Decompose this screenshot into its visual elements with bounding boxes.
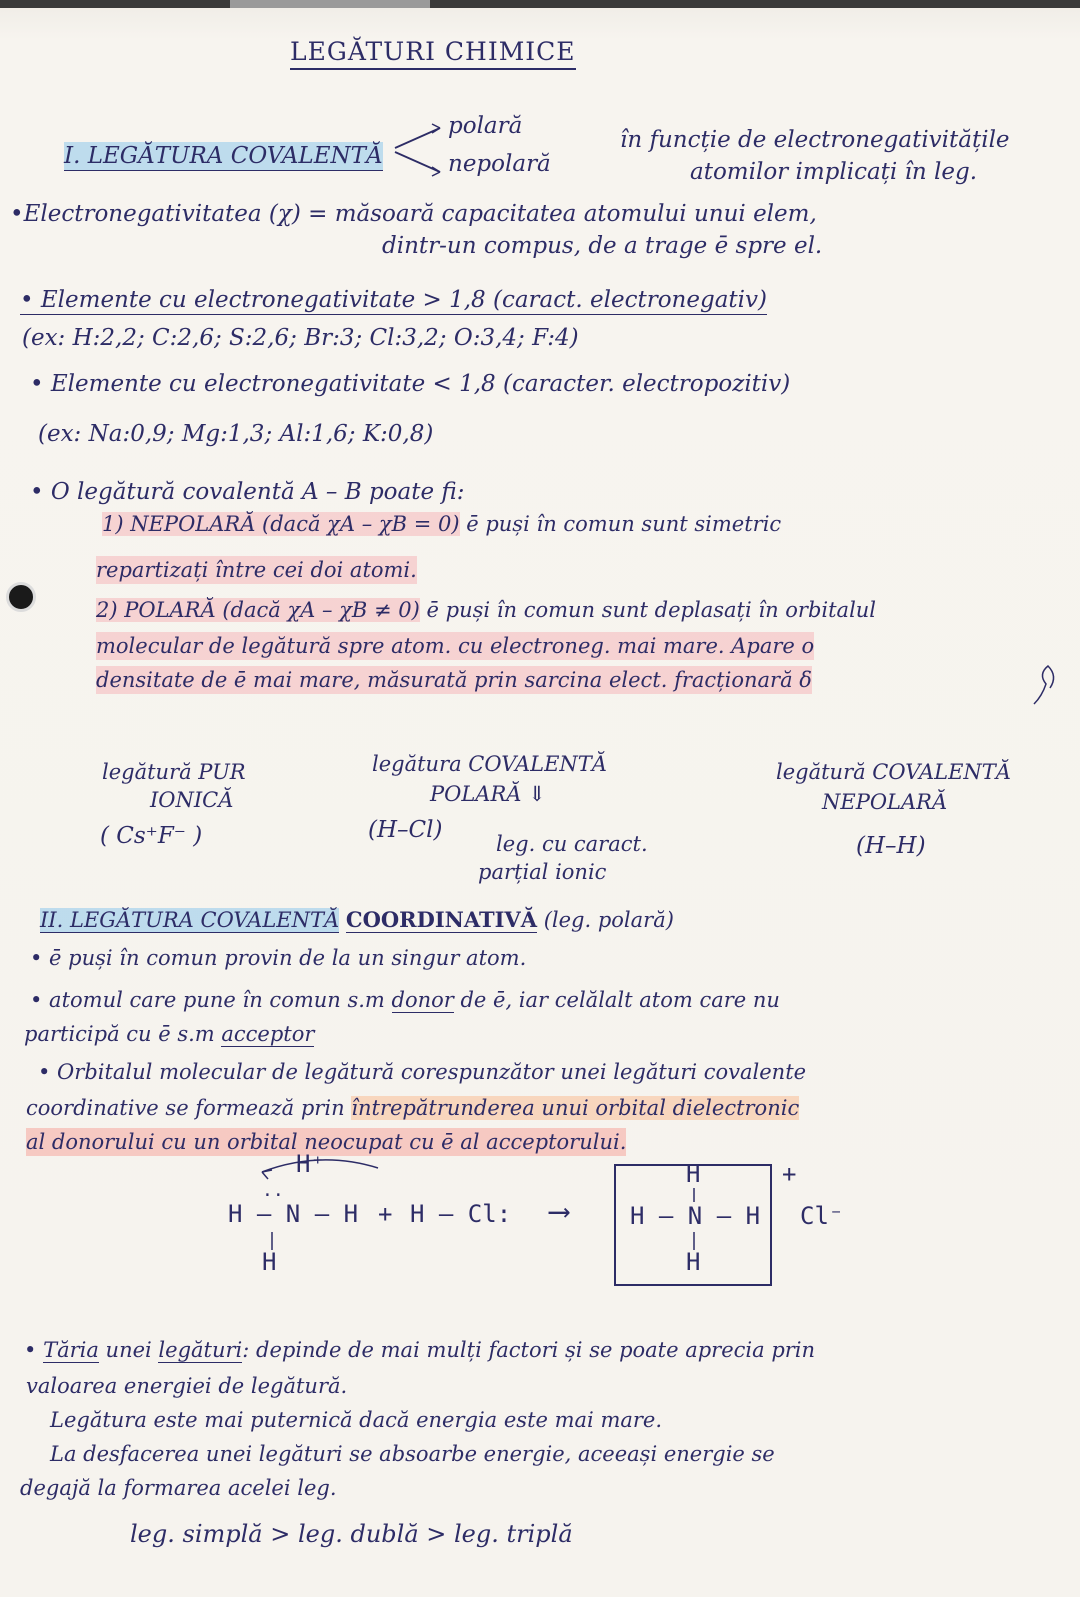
nh4-top-h: H xyxy=(686,1160,701,1188)
polar-case xyxy=(96,596,876,624)
coord-line-1: • ē puși în comun provin de la un singur atom. xyxy=(30,946,527,970)
chloride-ion: Cl⁻ xyxy=(800,1202,844,1230)
nonpolar-condition: 1) NEPOLARĂ (dacă χA – χB = 0) xyxy=(102,512,460,536)
orbital-line-2a: coordinative se formează prin xyxy=(26,1096,352,1120)
ionic-example: ( Cs⁺F⁻ ) xyxy=(100,823,203,849)
coord-line-2c: de ē, iar celălalt atom care nu xyxy=(453,988,780,1012)
energy-line-5: degajă la formarea acelei leg. xyxy=(20,1476,337,1500)
nonpolar-description: ē puși în comun sunt simetric xyxy=(459,512,782,536)
polar-description: ē puși în comun sunt deplasați în orbitalul xyxy=(419,598,877,622)
reaction-nh3: H – N – H xyxy=(228,1200,359,1228)
orbital-line-3: al donorului cu un orbital neocupat cu ē al acceptorului. xyxy=(26,1130,627,1154)
section-2-heading xyxy=(40,906,674,934)
strength-term: Tăria xyxy=(43,1338,99,1362)
complex-bracket-right xyxy=(760,1164,772,1286)
orbital-line-2 xyxy=(26,1094,799,1122)
ionic-label-2: IONICĂ xyxy=(150,788,234,812)
elements-low-examples: (ex: Na:0,9; Mg:1,3; Al:1,6; K:0,8) xyxy=(38,421,434,447)
polar-description-2: molecular de legătură spre atom. cu electroneg. mai mare. Apare o xyxy=(96,634,815,658)
polar-type-note-1: leg. cu caract. xyxy=(496,832,648,856)
nh4-bottom-h: H xyxy=(686,1248,701,1276)
ionic-label-1: legătură PUR xyxy=(102,760,246,784)
section-1-heading: I. LEGĂTURA COVALENTĂ xyxy=(64,143,383,169)
function-note-2: atomilor implicați în leg. xyxy=(690,159,978,185)
electronegativity-def-1: •Electronegativitatea (χ) = măsoară capacitatea atomului unui elem, xyxy=(10,201,817,227)
polar-description-3: densitate de ē mai mare, măsurată prin sarcina elect. fracționară δ xyxy=(96,668,812,692)
reaction-arrow: ⟶ xyxy=(550,1194,569,1229)
nh4-middle: H – N – H xyxy=(630,1202,761,1230)
nonpolar-type-label-1: legătură COVALENTĂ xyxy=(776,760,1011,784)
energy-line-2: valoarea energiei de legătură. xyxy=(26,1374,348,1398)
reaction-nh3-h: H xyxy=(262,1248,277,1276)
bond-term: legături xyxy=(158,1338,243,1362)
reaction-plus: + xyxy=(378,1200,393,1228)
function-note-1: în funcție de electronegativitățile xyxy=(620,127,1010,153)
orbital-overlap-term: întrepătrunderea unui orbital dielectronic xyxy=(351,1096,800,1120)
coord-line-2 xyxy=(30,986,780,1014)
punch-hole xyxy=(6,582,36,612)
coord-line-3 xyxy=(24,1020,314,1048)
polar-condition: 2) POLARĂ (dacă χA – χB ≠ 0) xyxy=(96,598,420,622)
energy-line-1b: unei xyxy=(98,1338,159,1362)
polar-type-label-1: legătura COVALENTĂ xyxy=(372,752,607,776)
reaction-hplus: H⁺ xyxy=(296,1150,325,1178)
energy-line-1d: : depinde de mai mulți factori și se poate aprecia prin xyxy=(242,1338,816,1362)
section-2-heading-note: (leg. polară) xyxy=(543,908,674,932)
elements-high-en: • Elemente cu electronegativitate > 1,8 (caract. electronegativ) xyxy=(20,287,767,313)
nh3-lone-pair: ·· xyxy=(262,1185,284,1206)
energy-line-4: La desfacerea unei legături se absoarbe energie, aceeași energie se xyxy=(50,1442,775,1466)
electronegativity-def-2: dintr-un compus, de a trage ē spre el. xyxy=(382,233,823,259)
nonpolar-description-2: repartizați între cei doi atomi. xyxy=(96,558,417,582)
polar-type-label-2: POLARĂ ⇓ xyxy=(430,782,546,806)
nonpolar-case xyxy=(102,510,781,538)
coord-line-3a: participă cu ē s.m xyxy=(24,1022,222,1046)
covalent-ab-intro: • O legătură covalentă A – B poate fi: xyxy=(30,479,465,505)
orbital-line-1: • Orbitalul molecular de legătură corespunzător unei legături covalente xyxy=(38,1060,807,1084)
elements-low-en: • Elemente cu electronegativitate < 1,8 (caracter. electropozitiv) xyxy=(30,371,791,397)
nonpolar-type-example: (H–H) xyxy=(856,833,926,859)
nonpolar-type-label-2: NEPOLARĂ xyxy=(822,790,948,814)
bond-strength-order: leg. simplă > leg. dublă > leg. triplă xyxy=(130,1520,573,1548)
section-2-heading-main: II. LEGĂTURA COVALENTĂ xyxy=(40,908,340,932)
energy-line-1: • Tăria unei legături: depinde de mai mulți factori și se poate aprecia prin xyxy=(24,1338,816,1362)
branch-nepolar: nepolară xyxy=(448,151,551,177)
donor-term: donor xyxy=(391,988,454,1012)
energy-line-3: Legătura este mai puternică dacă energia este mai mare. xyxy=(50,1408,663,1432)
acceptor-term: acceptor xyxy=(221,1022,315,1046)
polar-type-note-2: parțial ionic xyxy=(478,860,607,884)
elements-high-examples: (ex: H:2,2; C:2,6; S:2,6; Br:3; Cl:3,2; O:3,4; F:4) xyxy=(22,325,579,351)
reaction-hcl: H – Cl: xyxy=(410,1200,512,1228)
coord-line-2a: • atomul care pune în comun s.m xyxy=(30,988,392,1012)
polar-type-example: (H–Cl) xyxy=(368,817,443,843)
branch-polar: polară xyxy=(448,113,523,139)
nh4-charge: + xyxy=(782,1160,797,1188)
section-2-heading-coord: COORDINATIVĂ xyxy=(345,907,538,932)
page-title: LEGĂTURI CHIMICE xyxy=(290,38,576,70)
